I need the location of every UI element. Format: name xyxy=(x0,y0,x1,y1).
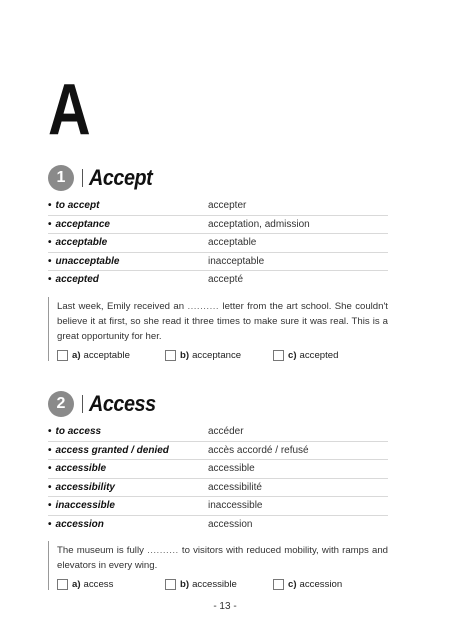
checkbox[interactable] xyxy=(165,579,176,590)
entry-number-badge: 1 xyxy=(48,165,74,191)
vocab-term xyxy=(48,256,208,267)
term-text: accession xyxy=(55,518,104,530)
bullet-icon: • xyxy=(48,500,52,512)
bullet-icon: • xyxy=(48,444,52,456)
vocab-row xyxy=(48,423,388,442)
exercise-text-before: Last week, Emily received an xyxy=(57,300,188,312)
option-c[interactable] xyxy=(273,350,381,361)
entry-section-accept xyxy=(48,162,388,361)
vocab-term xyxy=(48,500,208,511)
vocab-term xyxy=(48,463,208,474)
option-c[interactable] xyxy=(273,579,381,590)
term-text: accessible xyxy=(55,463,107,475)
answer-options xyxy=(57,579,388,590)
vocab-translation: inaccessible xyxy=(208,500,263,512)
answer-options xyxy=(57,350,388,361)
vocab-row xyxy=(48,234,388,253)
vocab-translation: acceptation, admission xyxy=(208,218,310,230)
option-key: c) xyxy=(288,349,297,361)
option-key: c) xyxy=(288,579,297,590)
heading-divider xyxy=(82,395,83,413)
bullet-icon: • xyxy=(48,481,52,493)
bullet-icon: • xyxy=(48,200,52,212)
vocab-term xyxy=(48,426,208,437)
checkbox[interactable] xyxy=(165,350,176,361)
entry-word: Access xyxy=(89,391,156,416)
bullet-icon: • xyxy=(48,237,52,249)
option-text: accession xyxy=(299,579,343,590)
exercise-text-after: to visitors with reduced mobility, with ramps and elevators in every wing. xyxy=(57,545,388,571)
vocab-row xyxy=(48,216,388,235)
vocab-row xyxy=(48,497,388,516)
vocab-term xyxy=(48,445,208,456)
vocab-term xyxy=(48,482,208,493)
vocab-table xyxy=(48,423,388,533)
option-text: access xyxy=(83,579,114,590)
bullet-icon: • xyxy=(48,426,52,438)
checkbox[interactable] xyxy=(57,350,68,361)
term-text: to accept xyxy=(55,200,100,212)
bullet-icon: • xyxy=(48,218,52,230)
entry-word: Accept xyxy=(89,165,153,190)
chapter-letter: A xyxy=(48,70,90,150)
vocab-row xyxy=(48,460,388,479)
vocab-translation: inacceptable xyxy=(208,255,265,267)
checkbox[interactable] xyxy=(57,579,68,590)
entry-heading xyxy=(48,388,388,420)
exercise-text xyxy=(57,543,388,573)
option-b[interactable] xyxy=(165,579,273,590)
vocab-term xyxy=(48,274,208,285)
vocab-row xyxy=(48,442,388,461)
option-key: a) xyxy=(72,349,81,361)
option-key: b) xyxy=(180,579,190,590)
option-b[interactable] xyxy=(165,350,273,361)
term-text: accepted xyxy=(55,274,99,286)
term-text: acceptable xyxy=(55,237,108,249)
vocab-term xyxy=(48,519,208,530)
vocab-translation: accès accordé / refusé xyxy=(208,444,309,456)
vocab-term xyxy=(48,219,208,230)
exercise-block xyxy=(48,297,388,361)
checkbox[interactable] xyxy=(273,350,284,361)
option-text: accepted xyxy=(299,349,339,361)
heading-divider xyxy=(82,169,83,187)
entry-heading xyxy=(48,162,388,194)
exercise-text-after: letter from the art school. She couldn't believe it at first, so she read it three times to make sure it was real. This is a great opportunity for her. xyxy=(57,300,388,342)
exercise-text-before: The museum is fully xyxy=(57,545,148,556)
vocab-row xyxy=(48,479,388,498)
vocab-row xyxy=(48,271,388,289)
checkbox[interactable] xyxy=(273,579,284,590)
vocab-row xyxy=(48,253,388,272)
option-a[interactable] xyxy=(57,579,165,590)
exercise-blank: .......... xyxy=(187,300,220,312)
vocab-term xyxy=(48,200,208,211)
vocab-translation: accéder xyxy=(208,426,244,438)
vocab-row xyxy=(48,197,388,216)
vocab-translation: accepté xyxy=(208,274,244,286)
vocab-row xyxy=(48,516,388,534)
option-a[interactable] xyxy=(57,350,165,361)
option-text: acceptance xyxy=(192,349,242,361)
bullet-icon: • xyxy=(48,518,52,530)
term-text: access granted / denied xyxy=(55,444,169,456)
option-text: accessible xyxy=(192,579,237,590)
exercise-text xyxy=(57,299,388,344)
exercise-blank: .......... xyxy=(147,545,179,556)
term-text: to access xyxy=(55,426,102,438)
vocab-table xyxy=(48,197,388,289)
vocab-translation: accepter xyxy=(208,200,247,212)
entry-section-access xyxy=(48,388,388,590)
vocab-term xyxy=(48,237,208,248)
term-text: accessibility xyxy=(55,481,115,493)
bullet-icon: • xyxy=(48,463,52,475)
option-key: b) xyxy=(180,349,190,361)
vocab-translation: acceptable xyxy=(208,237,257,249)
bullet-icon: • xyxy=(48,274,52,286)
term-text: acceptance xyxy=(55,218,110,230)
bullet-icon: • xyxy=(48,255,52,267)
vocab-translation: accession xyxy=(208,518,253,530)
option-key: a) xyxy=(72,579,81,590)
vocab-translation: accessible xyxy=(208,463,255,475)
option-text: acceptable xyxy=(83,349,130,361)
vocab-translation: accessibilité xyxy=(208,481,262,493)
term-text: unacceptable xyxy=(55,255,120,267)
page-number: - 13 - xyxy=(213,601,237,612)
term-text: inaccessible xyxy=(55,500,115,512)
exercise-block xyxy=(48,541,388,590)
entry-number-badge: 2 xyxy=(48,391,74,417)
